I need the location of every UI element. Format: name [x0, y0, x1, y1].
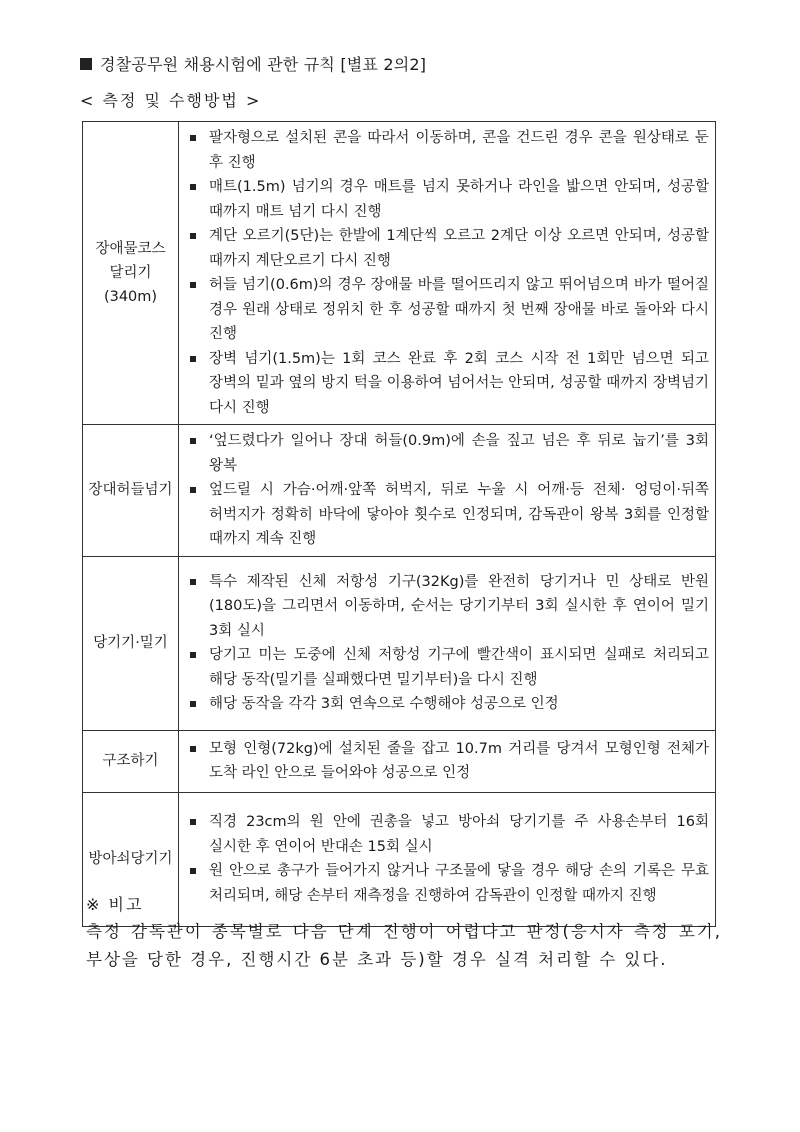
- table-row: [83, 122, 716, 425]
- note-heading: ※ 비고: [86, 895, 144, 914]
- list-item: 당기고 미는 도중에 신체 저항성 기구에 빨간색이 표시되면 실패로 처리되고 해당 동작(밀기를 실패했다면 밀기부터)을 다시 진행: [187, 643, 709, 692]
- description-cell: [179, 122, 716, 425]
- category-cell: 구조하기: [83, 730, 179, 792]
- bullet-icon: [190, 579, 196, 585]
- bullet-icon: [190, 135, 196, 141]
- list-item: 직경 23cm의 원 안에 권총을 넣고 방아쇠 당기기를 주 사용손부터 16회 실시한 후 연이어 반대손 15회 실시: [187, 810, 709, 859]
- bullet-icon: [190, 356, 196, 362]
- list-item: ‘엎드렸다가 일어나 장대 허들(0.9m)에 손을 짚고 넘은 후 뒤로 눕기’를 3회 왕복: [187, 429, 709, 478]
- description-cell: [179, 556, 716, 730]
- bullet-icon: [190, 438, 196, 444]
- table-row: [83, 556, 716, 730]
- table-row: [83, 792, 716, 926]
- bullet-list: [187, 429, 709, 552]
- list-item: 원 안으로 총구가 들어가지 않거나 구조물에 닿을 경우 해당 손의 기록은 무효 처리되며, 해당 손부터 재측정을 진행하여 감독관이 인정할 때까지 진행: [187, 859, 709, 908]
- bullet-list: [187, 570, 709, 717]
- bullet-list: [187, 126, 709, 420]
- note-body: 측정 감독관이 종목별로 다음 단계 진행이 어렵다고 판정(응시자 측정 포기, 부상을 당한 경우, 진행시간 6분 초과 등)할 경우 실격 처리할 수 있다.: [86, 922, 722, 969]
- bullet-icon: [190, 184, 196, 190]
- bullet-icon: [190, 487, 196, 493]
- bullet-icon: [190, 868, 196, 874]
- table-row: [83, 730, 716, 792]
- measurement-table: [82, 121, 716, 927]
- list-item: 계단 오르기(5단)는 한발에 1계단씩 오르고 2계단 이상 오르면 안되며, 성공할 때까지 계단오르기 다시 진행: [187, 224, 709, 273]
- list-item: 해당 동작을 각각 3회 연속으로 수행해야 성공으로 인정: [187, 692, 709, 717]
- description-cell: [179, 730, 716, 792]
- bullet-icon: [190, 233, 196, 239]
- description-cell: [179, 792, 716, 926]
- bullet-list: [187, 737, 709, 786]
- square-bullet-icon: [80, 58, 92, 70]
- bullet-icon: [190, 819, 196, 825]
- list-item: 허들 넘기(0.6m)의 경우 장애물 바를 떨어뜨리지 않고 뛰어넘으며 바가 떨어질 경우 원래 상태로 정위치 한 후 성공할 때까지 첫 번째 장애물 바로 돌아와 다시 진행: [187, 273, 709, 347]
- bullet-icon: [190, 652, 196, 658]
- description-cell: [179, 425, 716, 557]
- list-item: 팔자형으로 설치된 콘을 따라서 이동하며, 콘을 건드린 경우 콘을 원상태로 둔 후 진행: [187, 126, 709, 175]
- category-cell: 장대허들넘기: [83, 425, 179, 557]
- section-subtitle: < 측정 및 수행방법 >: [80, 91, 262, 110]
- list-item: 엎드릴 시 가슴·어깨·앞쪽 허벅지, 뒤로 누울 시 어깨·등 전체· 엉덩이·뒤쪽 허벅지가 정확히 바닥에 닿아야 횟수로 인정되며, 감독관이 왕복 3회를 인정할 때까지 계속 진행: [187, 478, 709, 552]
- document-title: [80, 52, 426, 75]
- list-item: 매트(1.5m) 넘기의 경우 매트를 넘지 못하거나 라인을 밟으면 안되며, 성공할 때까지 매트 넘기 다시 진행: [187, 175, 709, 224]
- category-cell: 방아쇠당기기: [83, 792, 179, 926]
- bullet-list: [187, 810, 709, 908]
- list-item: 장벽 넘기(1.5m)는 1회 코스 완료 후 2회 코스 시작 전 1회만 넘으면 되고 장벽의 밑과 옆의 방지 턱을 이용하여 넘어서는 안되며, 성공할 때까지 장벽넘기 다시 진행: [187, 347, 709, 421]
- bullet-icon: [190, 746, 196, 752]
- category-cell: 당기기·밀기: [83, 556, 179, 730]
- bullet-icon: [190, 282, 196, 288]
- category-cell: 장애물코스 달리기 (340m): [83, 122, 179, 425]
- list-item: 특수 제작된 신체 저항성 기구(32Kg)를 완전히 당기거나 민 상태로 반원(180도)을 그리면서 이동하며, 순서는 당기기부터 3회 실시한 후 연이어 밀기 3회 실시: [187, 570, 709, 644]
- document-title-text: 경찰공무원 채용시험에 관한 규칙 [별표 2의2]: [100, 55, 427, 74]
- bullet-icon: [190, 701, 196, 707]
- list-item: 모형 인형(72kg)에 설치된 줄을 잡고 10.7m 거리를 당겨서 모형인형 전체가 도착 라인 안으로 들어와야 성공으로 인정: [187, 737, 709, 786]
- table-row: [83, 425, 716, 557]
